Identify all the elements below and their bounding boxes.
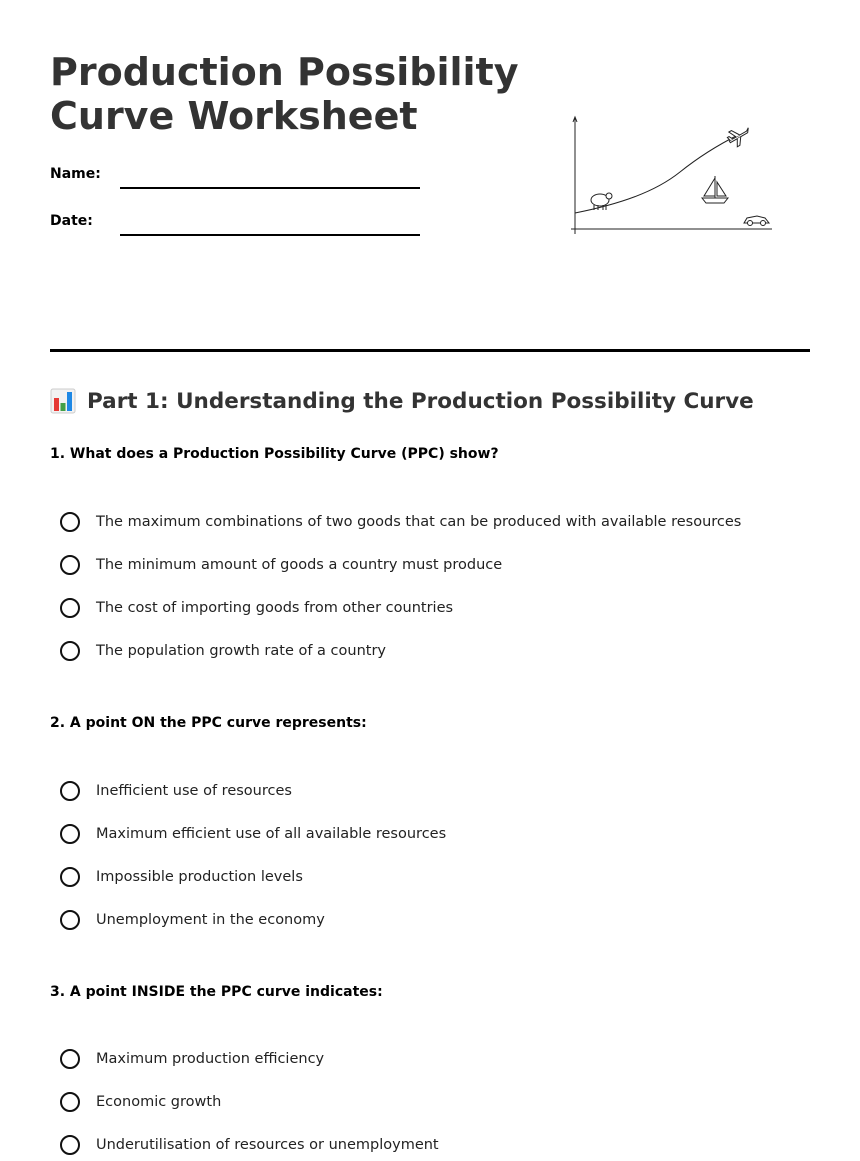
option-label: Economic growth bbox=[96, 1094, 222, 1110]
name-label: Name: bbox=[50, 166, 101, 182]
option-label: The minimum amount of goods a country must produce bbox=[96, 557, 503, 573]
q1-option-4[interactable] bbox=[60, 638, 386, 664]
radio-button[interactable] bbox=[60, 781, 80, 801]
name-line bbox=[120, 187, 420, 189]
date-line bbox=[120, 234, 420, 236]
q2-option-3[interactable] bbox=[60, 864, 303, 890]
question-2: 2. A point ON the PPC curve represents: bbox=[50, 715, 367, 731]
radio-button[interactable] bbox=[60, 910, 80, 930]
q1-option-3[interactable] bbox=[60, 595, 453, 621]
radio-button[interactable] bbox=[60, 598, 80, 618]
bar-chart-icon bbox=[50, 388, 76, 414]
radio-button[interactable] bbox=[60, 867, 80, 887]
radio-button[interactable] bbox=[60, 512, 80, 532]
section-divider bbox=[50, 349, 810, 352]
q2-option-4[interactable] bbox=[60, 907, 325, 933]
radio-button[interactable] bbox=[60, 641, 80, 661]
radio-button[interactable] bbox=[60, 1049, 80, 1069]
q3-option-1[interactable] bbox=[60, 1046, 324, 1072]
worksheet-title bbox=[50, 50, 520, 138]
question-1: 1. What does a Production Possibility Curve (PPC) show? bbox=[50, 446, 499, 462]
q3-option-3[interactable] bbox=[60, 1132, 439, 1158]
option-label: The population growth rate of a country bbox=[96, 643, 386, 659]
radio-button[interactable] bbox=[60, 1092, 80, 1112]
ppc-illustration bbox=[560, 112, 780, 238]
option-label: Underutilisation of resources or unemployment bbox=[96, 1137, 439, 1153]
option-label: The maximum combinations of two goods that can be produced with available resources bbox=[96, 514, 742, 530]
q2-option-1[interactable] bbox=[60, 778, 292, 804]
radio-button[interactable] bbox=[60, 555, 80, 575]
q3-option-2[interactable] bbox=[60, 1089, 221, 1115]
option-label: The cost of importing goods from other countries bbox=[96, 600, 454, 616]
option-label: Unemployment in the economy bbox=[96, 912, 325, 928]
date-label: Date: bbox=[50, 213, 93, 229]
car-icon bbox=[744, 216, 769, 226]
option-label: Impossible production levels bbox=[96, 869, 303, 885]
radio-button[interactable] bbox=[60, 1135, 80, 1155]
option-label: Maximum production efficiency bbox=[96, 1051, 325, 1067]
radio-button[interactable] bbox=[60, 824, 80, 844]
sailboat-icon bbox=[702, 176, 728, 203]
airplane-icon bbox=[725, 123, 753, 149]
question-3: 3. A point INSIDE the PPC curve indicates: bbox=[50, 984, 383, 1000]
title-line-1: Production Possibility bbox=[50, 50, 519, 94]
q1-option-2[interactable] bbox=[60, 552, 502, 578]
option-label: Inefficient use of resources bbox=[96, 783, 292, 799]
option-label: Maximum efficient use of all available resources bbox=[96, 826, 447, 842]
q1-option-1[interactable] bbox=[60, 509, 741, 535]
title-line-2: Curve Worksheet bbox=[50, 94, 418, 138]
part-1-heading bbox=[50, 388, 754, 414]
q2-option-2[interactable] bbox=[60, 821, 446, 847]
part-1-title: Part 1: Understanding the Production Possibility Curve bbox=[87, 388, 754, 414]
